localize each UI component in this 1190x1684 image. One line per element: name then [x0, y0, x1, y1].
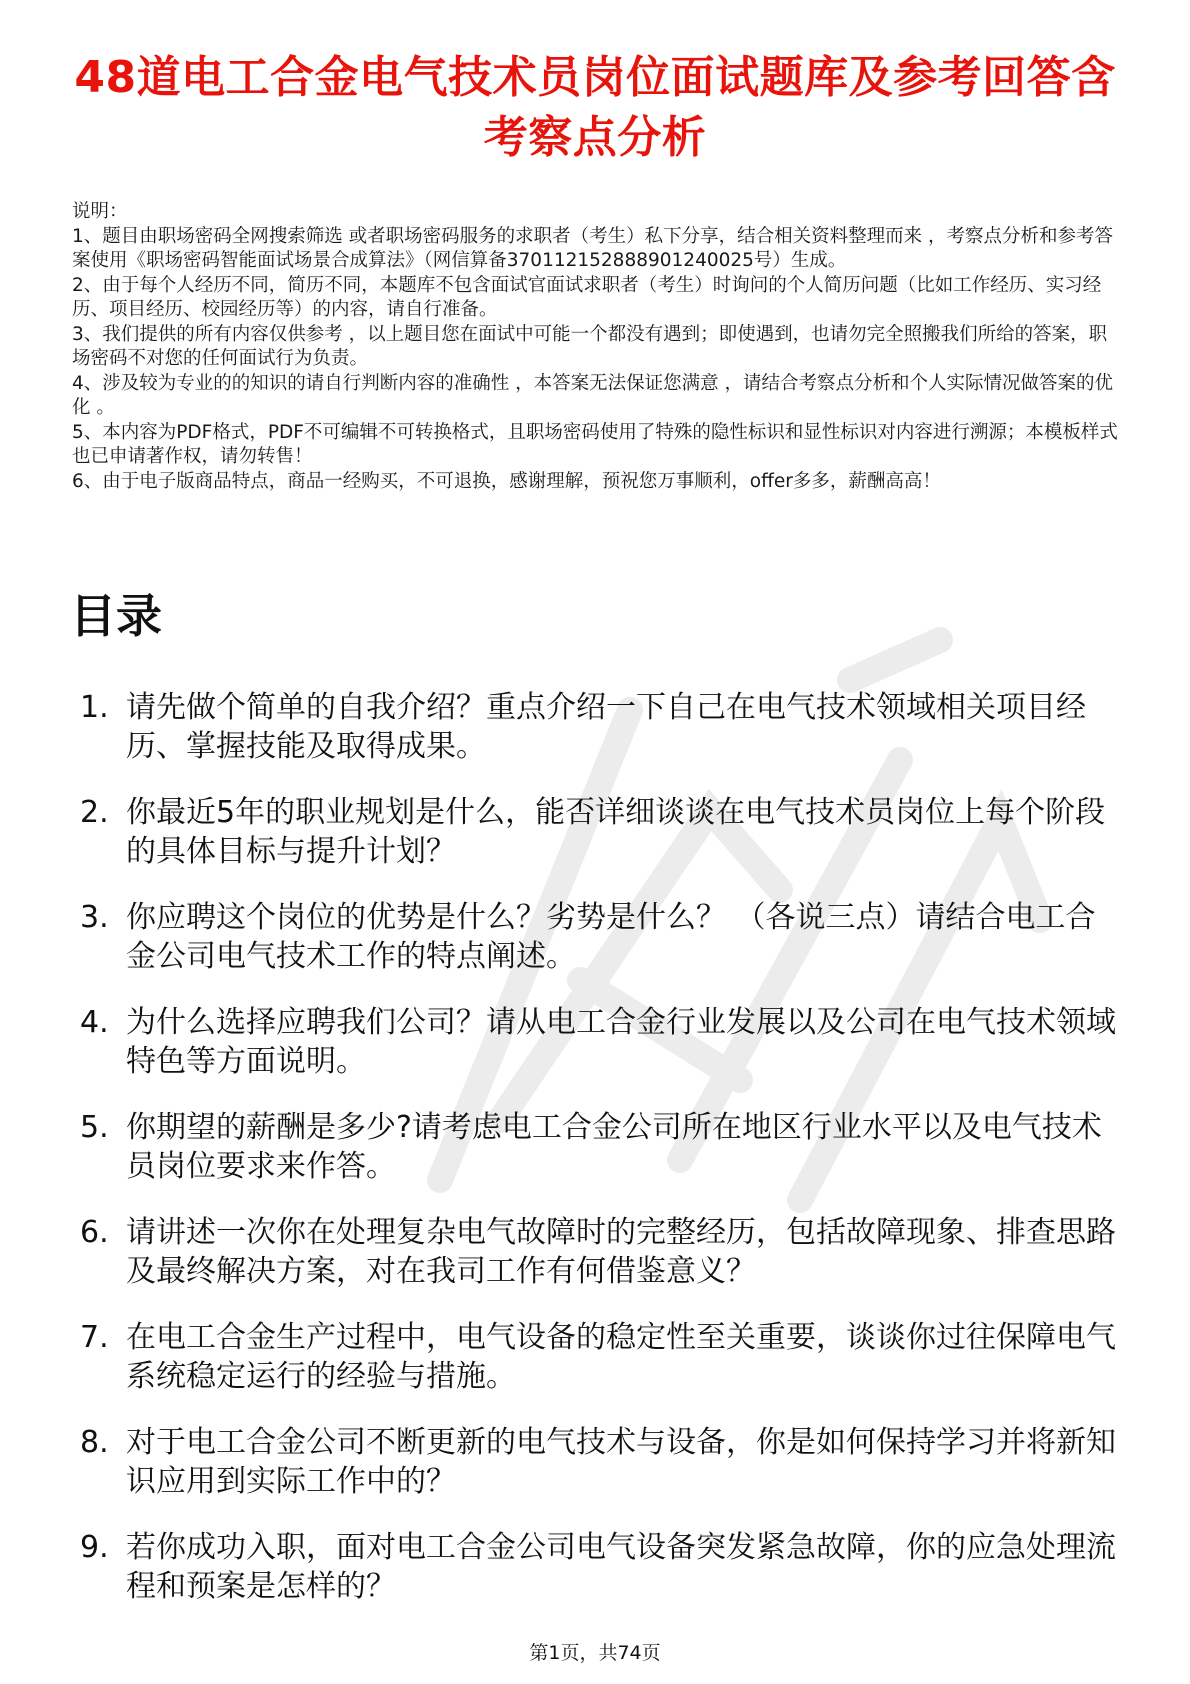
- toc-item-text: 为什么选择应聘我们公司？请从电工合金行业发展以及公司在电气技术领域特色等方面说明。: [126, 1005, 1116, 1079]
- toc-item-number: 9.: [80, 1530, 109, 1565]
- toc-item-number: 6.: [80, 1215, 109, 1250]
- toc-heading: 目录: [70, 589, 162, 643]
- toc-list: [80, 688, 1125, 1633]
- toc-item-text: 若你成功入职，面对电工合金公司电气设备突发紧急故障，你的应急处理流程和预案是怎样的？: [126, 1530, 1116, 1604]
- notes-section: [72, 200, 1124, 494]
- toc-item[interactable]: [80, 688, 1125, 766]
- toc-item-number: 3.: [80, 900, 109, 935]
- toc-item-number: 1.: [80, 690, 109, 725]
- notes-label: 说明：: [72, 201, 128, 222]
- toc-item[interactable]: [80, 1528, 1125, 1606]
- toc-item-text: 你最近5年的职业规划是什么，能否详细谈谈在电气技术员岗位上每个阶段的具体目标与提升计划？: [126, 795, 1106, 869]
- toc-item[interactable]: [80, 1108, 1125, 1186]
- toc-item[interactable]: [80, 1423, 1125, 1501]
- toc-item-text: 你期望的薪酬是多少?请考虑电工合金公司所在地区行业水平以及电气技术员岗位要求来作答。: [126, 1110, 1102, 1184]
- toc-item-text: 对于电工合金公司不断更新的电气技术与设备，你是如何保持学习并将新知识应用到实际工作中的？: [126, 1425, 1116, 1499]
- toc-item-number: 2.: [80, 795, 109, 830]
- toc-item[interactable]: [80, 898, 1125, 976]
- toc-item-text: 请先做个简单的自我介绍？重点介绍一下自己在电气技术领域相关项目经历、掌握技能及取得成果。: [126, 690, 1086, 764]
- toc-item[interactable]: [80, 1003, 1125, 1081]
- toc-item[interactable]: [80, 1318, 1125, 1396]
- note-item: 5、本内容为PDF格式，PDF不可编辑不可转换格式，且职场密码使用了特殊的隐性标识和显性标识对内容进行溯源；本模板样式也已申请著作权，请勿转售！: [72, 421, 1118, 467]
- toc-item-text: 你应聘这个岗位的优势是什么？劣势是什么？ （各说三点）请结合电工合金公司电气技术工作的特点阐述。: [126, 900, 1096, 974]
- toc-item-number: 8.: [80, 1425, 109, 1460]
- page-footer: 第1页，共74页: [529, 1642, 661, 1664]
- document-title: 48道电工合金电气技术员岗位面试题库及参考回答含考察点分析: [74, 52, 1116, 163]
- toc-item-number: 5.: [80, 1110, 109, 1145]
- note-item: 1、题目由职场密码全网搜索筛选 或者职场密码服务的求职者（考生）私下分享，结合相关资料整理而来 ，考察点分析和参考答案使用《职场密码智能面试场景合成算法》（网信算备370112152888901240025号）生成。: [72, 225, 1114, 271]
- note-item: 4、涉及较为专业的的知识的请自行判断内容的准确性 ，本答案无法保证您满意 ，请结合考察点分析和个人实际情况做答案的优化 。: [72, 372, 1114, 418]
- toc-item-text: 在电工合金生产过程中，电气设备的稳定性至关重要，谈谈你过往保障电气系统稳定运行的经验与措施。: [126, 1320, 1116, 1394]
- toc-item[interactable]: [80, 1213, 1125, 1291]
- toc-item[interactable]: [80, 793, 1125, 871]
- toc-item-number: 7.: [80, 1320, 109, 1355]
- toc-item-text: 请讲述一次你在处理复杂电气故障时的完整经历，包括故障现象、排查思路及最终解决方案，对在我司工作有何借鉴意义？: [126, 1215, 1116, 1289]
- note-item: 6、由于电子版商品特点，商品一经购买，不可退换，感谢理解，预祝您万事顺利，offer多多，薪酬高高！: [72, 470, 941, 492]
- note-item: 3、我们提供的所有内容仅供参考 ，以上题目您在面试中可能一个都没有遇到；即使遇到，也请勿完全照搬我们所给的答案，职场密码不对您的任何面试行为负责。: [72, 323, 1108, 369]
- note-item: 2、由于每个人经历不同，简历不同，本题库不包含面试官面试求职者（考生）时询问的个人简历问题（比如工作经历、实习经历、项目经历、校园经历等）的内容，请自行准备。: [72, 274, 1102, 320]
- toc-item-number: 4.: [80, 1005, 109, 1040]
